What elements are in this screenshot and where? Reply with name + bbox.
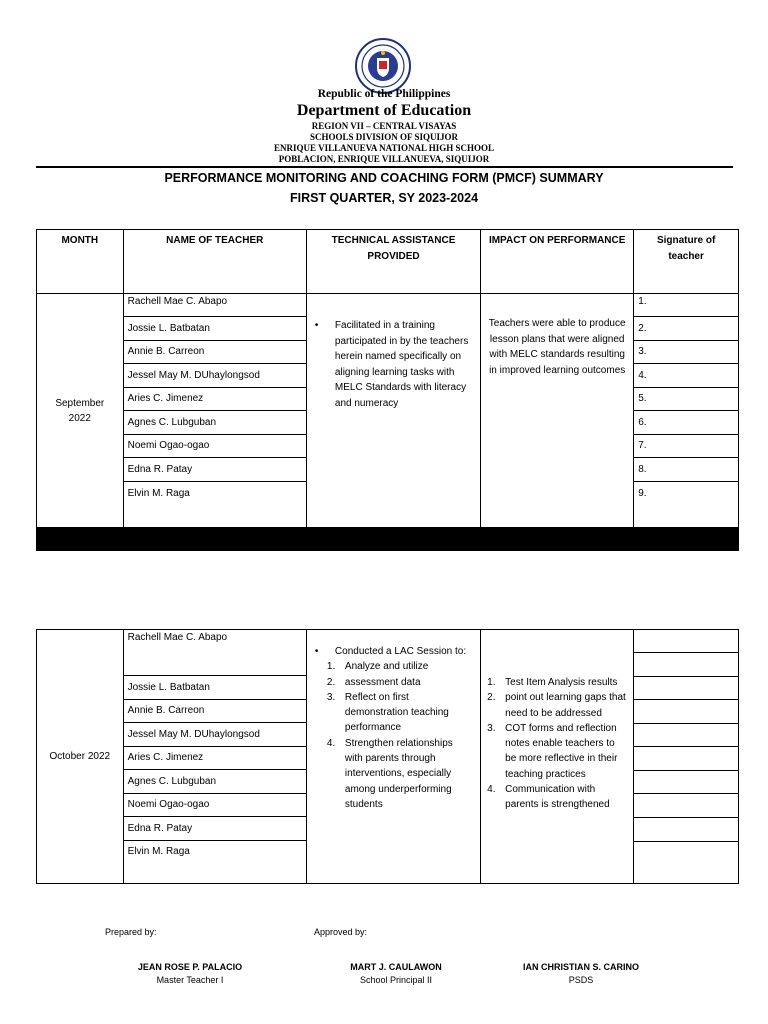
list-item: 2. assessment data (326, 676, 421, 688)
signature-row[interactable] (634, 677, 738, 700)
approved-by-label: Approved by: (314, 927, 368, 937)
form-subtitle: FIRST QUARTER, SY 2023-2024 (289, 191, 479, 205)
col-header-impact: IMPACT ON PERFORMANCE (481, 230, 634, 294)
list-item: 3. COT forms and reflection notes enable teachers to be more reflective in their teaching practices (487, 722, 618, 780)
list-item: 4. Communication with parents is strengthened (487, 784, 610, 811)
september-table (36, 229, 739, 529)
republic-line: Republic of the Philippines (317, 88, 451, 100)
signature-row[interactable] (634, 771, 738, 794)
signatory-name: IAN CHRISTIAN S. CARINO (522, 962, 639, 972)
signatory-position: School Principal II (359, 975, 433, 985)
deped-seal-icon (355, 38, 411, 94)
teacher-row: Annie B. Carreon (124, 341, 306, 364)
month-cell (37, 630, 124, 884)
teacher-row: Jessel May M. DUhaylongsod (124, 364, 306, 388)
signatory-preparer (110, 962, 270, 985)
teacher-row: Rachell Mae C. Abapo (124, 294, 306, 317)
list-item: 4. Strengthen relationships with parents through interventions, especially among underperforming students (326, 737, 453, 810)
impact-cell (481, 630, 634, 884)
col-header-technical: TECHNICAL ASSISTANCE PROVIDED (306, 230, 480, 294)
signature-list (634, 294, 739, 529)
technical-assistance-cell (306, 294, 480, 529)
signature-row[interactable] (634, 818, 738, 842)
signatory-name: JEAN ROSE P. PALACIO (137, 962, 243, 972)
bullet: • (314, 320, 319, 331)
teacher-row: Jessel May M. DUhaylongsod (124, 723, 306, 747)
teacher-row: Agnes C. Lubguban (124, 770, 306, 794)
bullet: • (314, 646, 319, 657)
signature-row[interactable] (634, 842, 738, 882)
signature-row[interactable] (634, 653, 738, 677)
teacher-list (123, 630, 306, 884)
teacher-row: Noemi Ogao-ogao (124, 435, 306, 458)
teacher-row: Agnes C. Lubguban (124, 411, 306, 435)
signature-row: 7. (634, 435, 738, 458)
signature-row: 8. (634, 458, 738, 482)
list-item: 3. Reflect on first demonstration teaching performance (326, 691, 449, 734)
col-header-month: MONTH (37, 230, 124, 294)
signature-list (634, 630, 739, 884)
signature-row[interactable] (634, 630, 738, 653)
table-separator-bar (36, 527, 739, 551)
col-header-teacher: NAME OF TEACHER (123, 230, 306, 294)
teacher-row: Jossie L. Batbatan (124, 317, 306, 341)
teacher-row: Jossie L. Batbatan (124, 676, 306, 700)
department-name: Department of Education (296, 102, 472, 119)
month-cell (37, 294, 124, 529)
signature-row[interactable] (634, 724, 738, 747)
impact-cell (481, 294, 634, 529)
teacher-row: Edna R. Patay (124, 458, 306, 482)
form-title: PERFORMANCE MONITORING AND COACHING FORM (PMCF) SUMMARY (164, 171, 604, 185)
technical-intro: Conducted a LAC Session to: (334, 646, 467, 657)
signature-row: 6. (634, 411, 738, 435)
signature-row[interactable] (634, 747, 738, 771)
signatory-principal (316, 962, 476, 985)
signature-row: 2. (634, 317, 738, 341)
teacher-row: Aries C. Jimenez (124, 747, 306, 770)
division-line: SCHOOLS DIVISION OF SIQUIJOR (310, 132, 458, 142)
address-line: POBLACION, ENRIQUE VILLANUEVA, SIQUIJOR (278, 154, 490, 164)
teacher-row: Elvin M. Raga (127, 846, 190, 857)
list-item: 2. point out learning gaps that need to be addressed (487, 692, 626, 719)
impact-text: Teachers were able to produce lesson plans that were aligned with MELC standards resulting in improved learning outcomes (488, 318, 626, 376)
teacher-row: Elvin M. Raga (127, 488, 190, 499)
header-divider (36, 166, 733, 168)
signature-row[interactable] (634, 700, 738, 724)
signature-row: 3. (634, 341, 738, 364)
signature-row: 1. (634, 294, 738, 317)
signature-row: 9. (638, 488, 647, 499)
october-table (36, 629, 739, 884)
teacher-list (123, 294, 306, 529)
technical-text: Facilitated in a training participated in by the teachers herein named specifically on aligning learning tasks with MELC Standards with literacy and numeracy (334, 320, 469, 409)
signatory-position: Master Teacher I (156, 975, 224, 985)
col-header-signature: Signature of teacher (634, 230, 739, 294)
school-line: ENRIQUE VILLANUEVA NATIONAL HIGH SCHOOL (273, 143, 495, 153)
signatory-psds (500, 962, 662, 985)
teacher-row: Annie B. Carreon (124, 700, 306, 723)
signatory-name: MART J. CAULAWON (350, 962, 442, 972)
list-item: 1. Analyze and utilize (326, 661, 429, 673)
region-line: REGION VII – CENTRAL VISAYAS (311, 121, 457, 131)
list-item: 1. Test Item Analysis results (487, 677, 618, 688)
month-label: September 2022 (55, 398, 105, 424)
teacher-row: Aries C. Jimenez (124, 388, 306, 411)
teacher-row: Edna R. Patay (124, 817, 306, 841)
technical-assistance-cell (306, 630, 480, 884)
signature-row: 5. (634, 388, 738, 411)
teacher-row: Noemi Ogao-ogao (124, 794, 306, 817)
month-label: October 2022 (49, 751, 111, 762)
teacher-row: Rachell Mae C. Abapo (124, 630, 306, 676)
signature-row: 4. (634, 364, 738, 388)
signatory-position: PSDS (568, 975, 594, 985)
signature-row[interactable] (634, 794, 738, 818)
prepared-by-label: Prepared by: (105, 927, 157, 937)
